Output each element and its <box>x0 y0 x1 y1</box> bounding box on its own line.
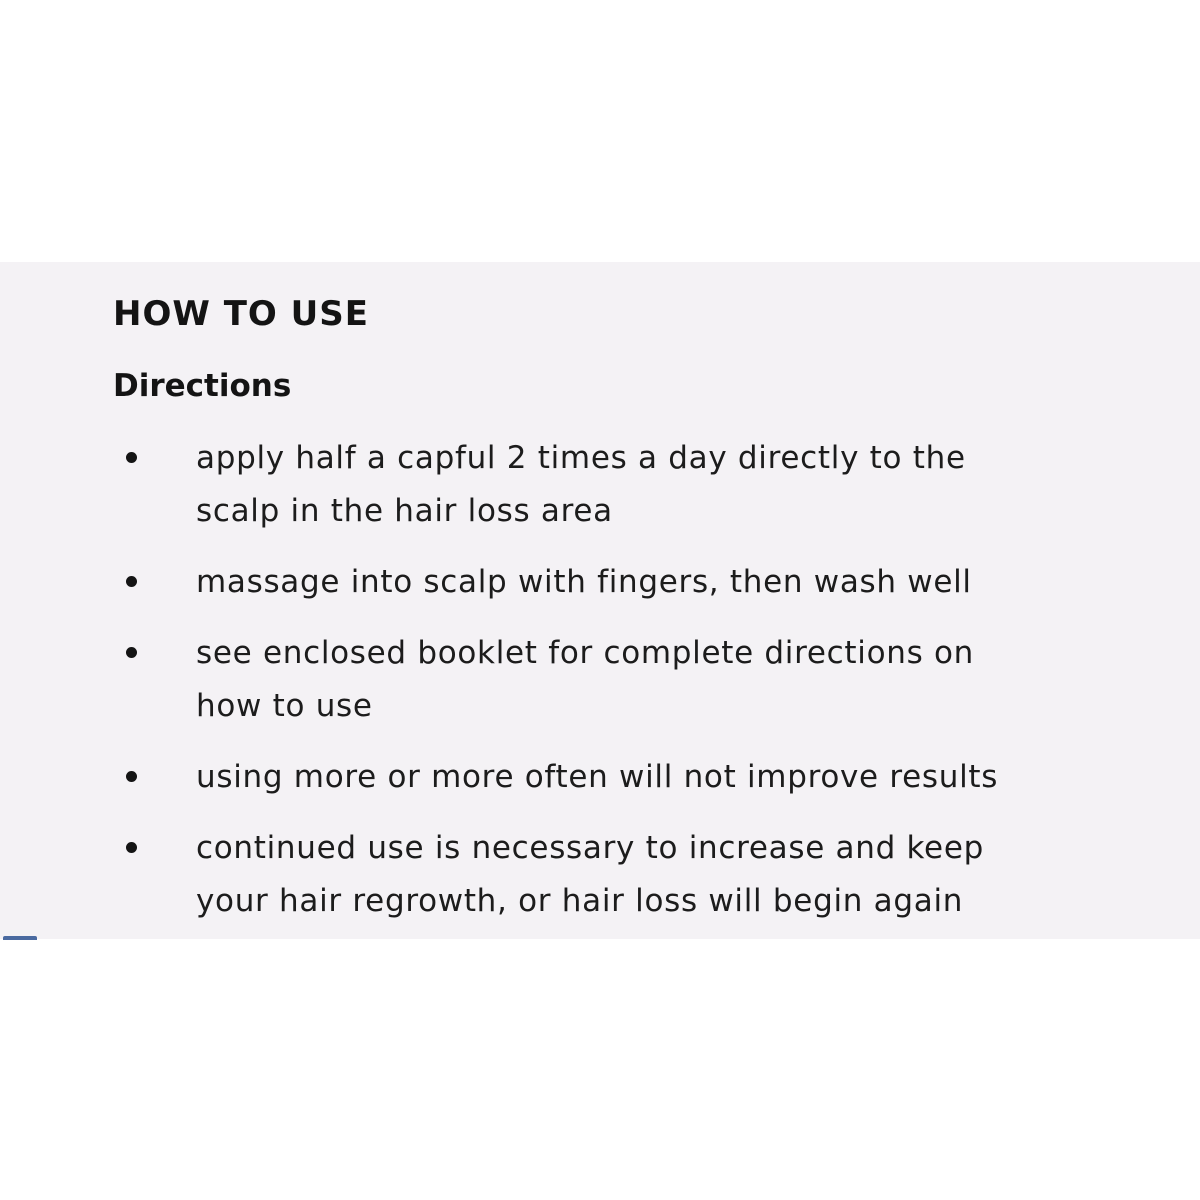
section-heading: HOW TO USE <box>113 294 369 334</box>
list-item-text: massage into scalp with fingers, then wash well <box>196 564 972 600</box>
list-item <box>0 751 1200 804</box>
list-item <box>0 556 1200 609</box>
list-item-text: continued use is necessary to increase and keep your hair regrowth, or hair loss will begin again <box>196 830 984 919</box>
bullet-icon <box>126 647 137 658</box>
directions-subheading: Directions <box>113 368 292 404</box>
list-item-text: see enclosed booklet for complete directions on how to use <box>196 635 975 724</box>
bullet-icon <box>126 576 137 587</box>
bullet-icon <box>126 842 137 853</box>
list-item-text: using more or more often will not improve results <box>196 759 999 795</box>
bullet-icon <box>126 771 137 782</box>
list-item-text: apply half a capful 2 times a day directly to the scalp in the hair loss area <box>196 440 966 529</box>
directions-list <box>0 432 1200 946</box>
list-item <box>0 432 1200 538</box>
edge-mark <box>3 936 37 940</box>
list-item <box>0 822 1200 928</box>
bullet-icon <box>126 452 137 463</box>
list-item <box>0 627 1200 733</box>
